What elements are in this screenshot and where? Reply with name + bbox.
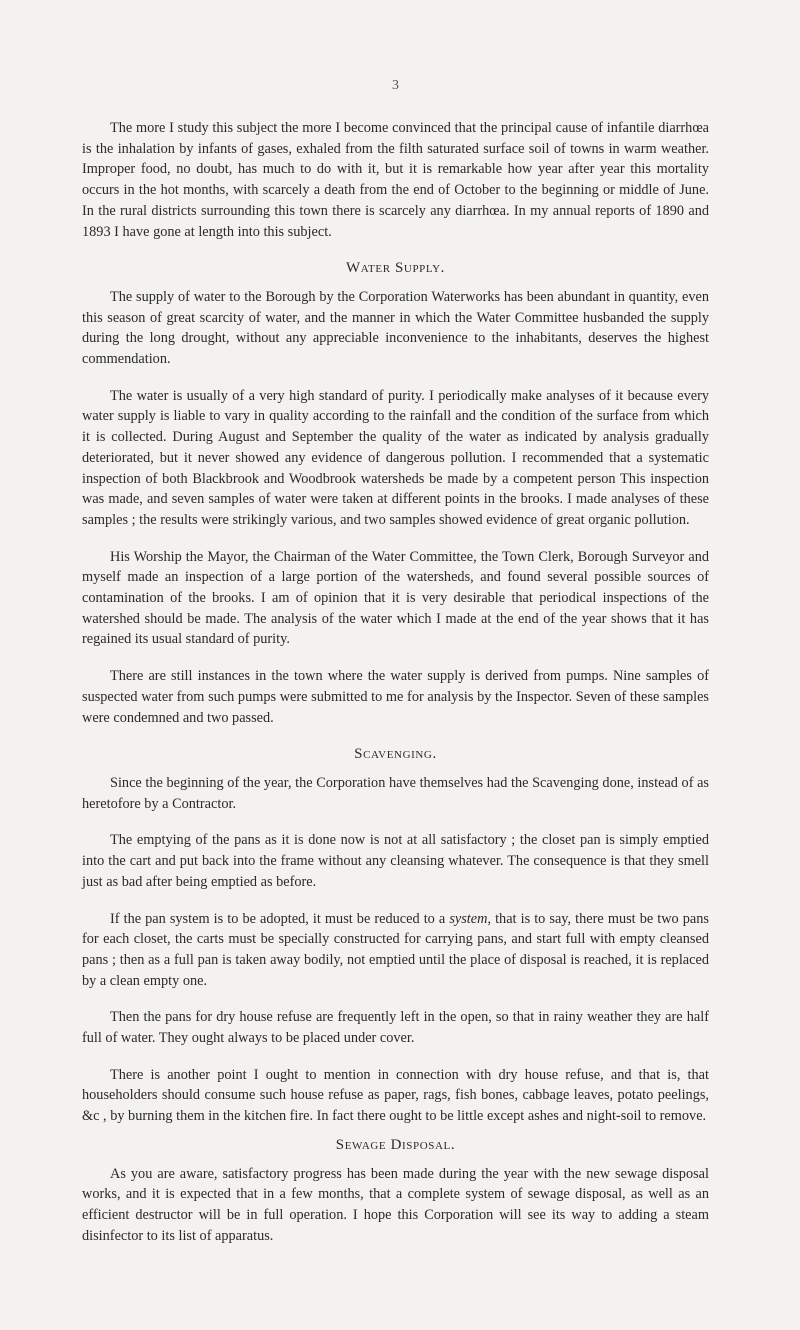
pan-system-emphasis: system: [449, 910, 488, 927]
paragraph-water-supply-abundance: The supply of water to the Borough by the Corporation Waterworks has been abundant in quantity, even this season of great scarcity of water, and the manner in which the Water Committee husbanded the supply during the long drought, without any appreciable inconvenience to the inhabitants, deserves the highest commendation.: [82, 288, 709, 368]
section-heading-scavenging: Scavenging.: [354, 746, 437, 763]
paragraph-scavenging-corporation: Since the beginning of the year, the Corporation have themselves had the Scavenging done, instead of as heretofore by a Contractor.: [82, 774, 709, 812]
pan-system-text-b: , that is to say, there must be two pans for each closet, the carts must be specially constructed for carrying pans, and start full with empty cleansed pans ; then as a full pan is taken away bodily, not emptied until the place of disposal is reached, it is replaced by a clean empty one.: [82, 910, 709, 989]
paragraph-watershed-inspection: His Worship the Mayor, the Chairman of the Water Committee, the Town Clerk, Borough Surveyor and myself made an inspection of a large portion of the watersheds, and found several possible sources of contamination of the brooks. I am of opinion that it is very desirable that periodical inspections of the watershed should be made. The analysis of the water which I made at the end of the year shows that it has regained its usual standard of purity.: [82, 548, 709, 648]
paragraph-pan-emptying: The emptying of the pans as it is done now is not at all satisfactory ; the closet pan is simply emptied into the cart and put back into the frame without any cleansing whatever. The consequence is that they smell just as bad after being emptied as before.: [82, 832, 709, 890]
paragraph-pan-system: [82, 909, 709, 992]
section-heading-water-supply: Water Supply.: [345, 260, 446, 277]
pan-system-text-a: If the pan system is to be adopted, it must be reduced to a: [110, 910, 450, 927]
section-heading-sewage-disposal: Sewage Disposal.: [335, 1136, 456, 1153]
paragraph-water-purity: The water is usually of a very high standard of purity. I periodically make analyses of it because every water supply is liable to vary in quality according to the rainfall and the condition of the surface from which it is collected. During August and September the quality of the water as indicated by analysis gradually deteriorated, but it never showed any evidence of dangerous pollution. I recommended that a systematic inspection of both Blackbrook and Woodbrook watersheds be made by a competent person This inspection was made, and seven samples of water were taken at different points in the brooks. I made analyses of these samples ; the results were strikingly various, and two samples showed evidence of great organic pollution.: [82, 387, 709, 528]
paragraph-dry-refuse-pans: Then the pans for dry house refuse are frequently left in the open, so that in rainy weather they are half full of water. They ought always to be placed under cover.: [82, 1009, 709, 1047]
paragraph-householder-refuse: There is another point I ought to mention in connection with dry house refuse, and that is, that householders should consume such house refuse as paper, rags, fish bones, cabbage leaves, potato peelings, &c , by burning them in the kitchen fire. In fact there ought to be little except ashes and night-soil to remove.: [82, 1066, 709, 1125]
paragraph-infantile-diarrhoea: The more I study this subject the more I become convinced that the principal cause of infantile diarrhœa is the inhalation by infants of gases, exhaled from the filth saturated surface soil of towns in warm weather. Improper food, no doubt, has much to do with it, but it is remarkable how year after year this mortality occurs in the hot months, with scarcely a death from the end of October to the beginning or middle of June. In the rural districts surrounding this town there is scarcely any diarrhœa. In my annual reports of 1890 and 1893 I have gone at length into this subject.: [82, 120, 709, 240]
paragraph-pump-samples: There are still instances in the town where the water supply is derived from pumps. Nine samples of suspected water from such pumps were submitted to me for analysis by the Inspector. Seven of these samples were condemned and two passed.: [82, 668, 709, 726]
paragraph-sewage-works: As you are aware, satisfactory progress has been made during the year with the new sewage disposal works, and it is expected that in a few months, that a complete system of sewage disposal, as well as an efficient destructor will be in full operation. I hope this Corporation will see its way to adding a steam disinfector to its list of apparatus.: [82, 1165, 709, 1244]
document-body: [82, 118, 709, 1246]
page-number: 3: [392, 78, 399, 93]
